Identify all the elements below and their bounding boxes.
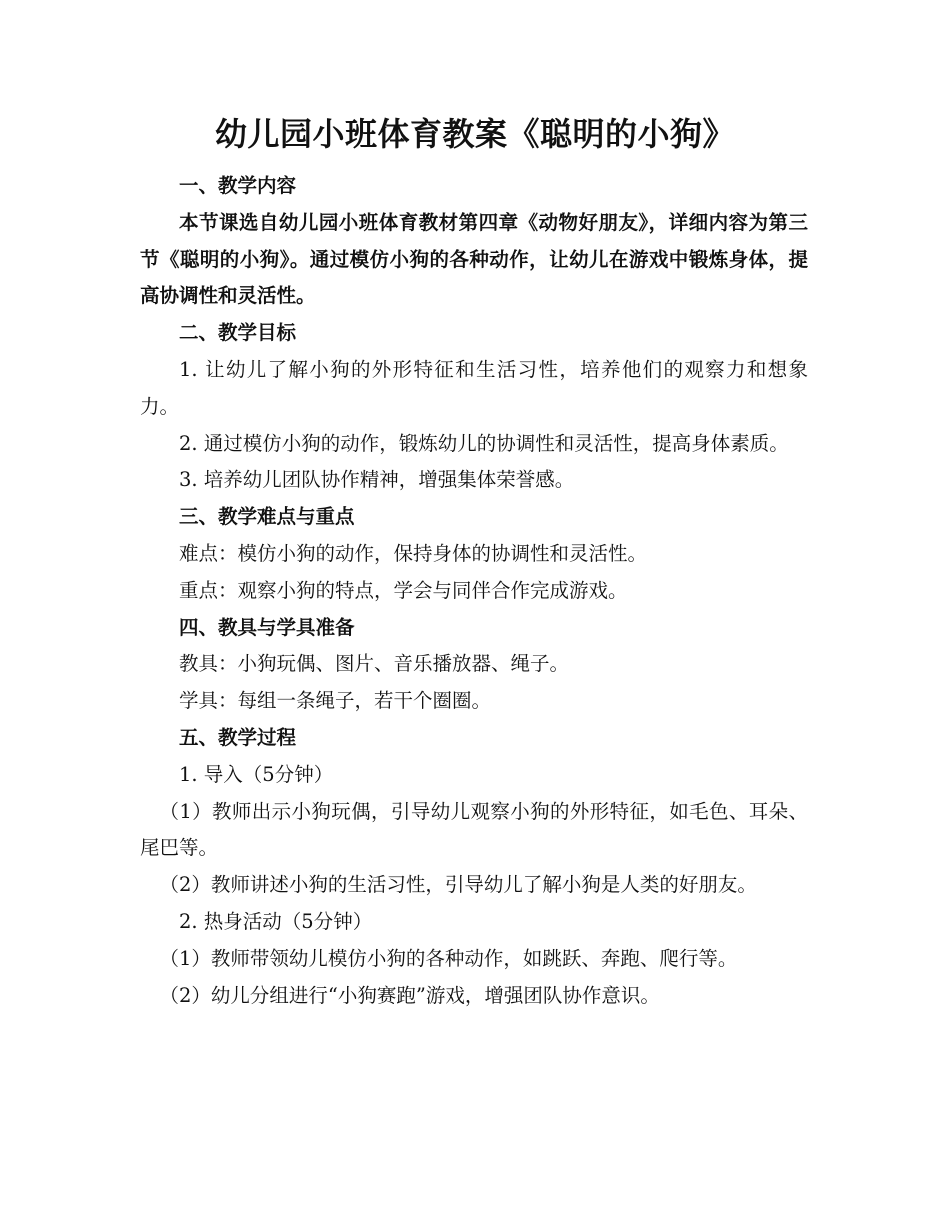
key-point-text: 重点：观察小狗的特点，学会与同伴合作完成游戏。 (179, 578, 628, 602)
teaching-aids-text: 教具：小狗玩偶、图片、音乐播放器、绳子。 (179, 652, 570, 676)
section-heading-teaching-content: 一、教学内容 (179, 174, 297, 197)
process-step-item: （2）教师讲述小狗的生活习性，引导幼儿了解小狗是人类的好朋友。 (159, 873, 757, 897)
process-step-item: （1）教师带领幼儿模仿小狗的各种动作，如跳跃、奔跑、爬行等。 (159, 946, 738, 970)
process-step-title: 1. 导入（5分钟） (179, 762, 334, 786)
section-heading-difficulty-key: 三、教学难点与重点 (179, 505, 355, 529)
goal-item: 2. 通过模仿小狗的动作，锻炼幼儿的协调性和灵活性，提高身体素质。 (179, 431, 789, 455)
learning-aids-text: 学具：每组一条绳子，若干个圈圈。 (179, 689, 492, 713)
goal-item: 1. 让幼儿了解小狗的外形特征和生活习性，培养他们的观察力和想象力。 (140, 357, 808, 418)
document-body (140, 168, 808, 1014)
goal-item: 3. 培养幼儿团队协作精神，增强集体荣誉感。 (179, 468, 575, 492)
section-heading-process: 五、教学过程 (179, 725, 297, 749)
process-step-title: 2. 热身活动（5分钟） (179, 909, 373, 933)
difficulty-text: 难点：模仿小狗的动作，保持身体的协调性和灵活性。 (179, 541, 648, 565)
paragraph-teaching-content: 本节课选自幼儿园小班体育教材第四章《动物好朋友》，详细内容为第三节《聪明的小狗》。通过模仿小狗的各种动作，让幼儿在游戏中锻炼身体，提高协调性和灵活性。 (140, 210, 808, 308)
document-title: 幼儿园小班体育教案《聪明的小狗》 (214, 115, 735, 153)
process-step-item: （1）教师出示小狗玩偶，引导幼儿观察小狗的外形特征，如毛色、耳朵、尾巴等。 (140, 799, 808, 860)
section-heading-teaching-goals: 二、教学目标 (179, 321, 297, 345)
process-step-item: （2）幼儿分组进行“小狗赛跑”游戏，增强团队协作意识。 (159, 983, 660, 1007)
section-heading-materials: 四、教具与学具准备 (179, 615, 355, 639)
